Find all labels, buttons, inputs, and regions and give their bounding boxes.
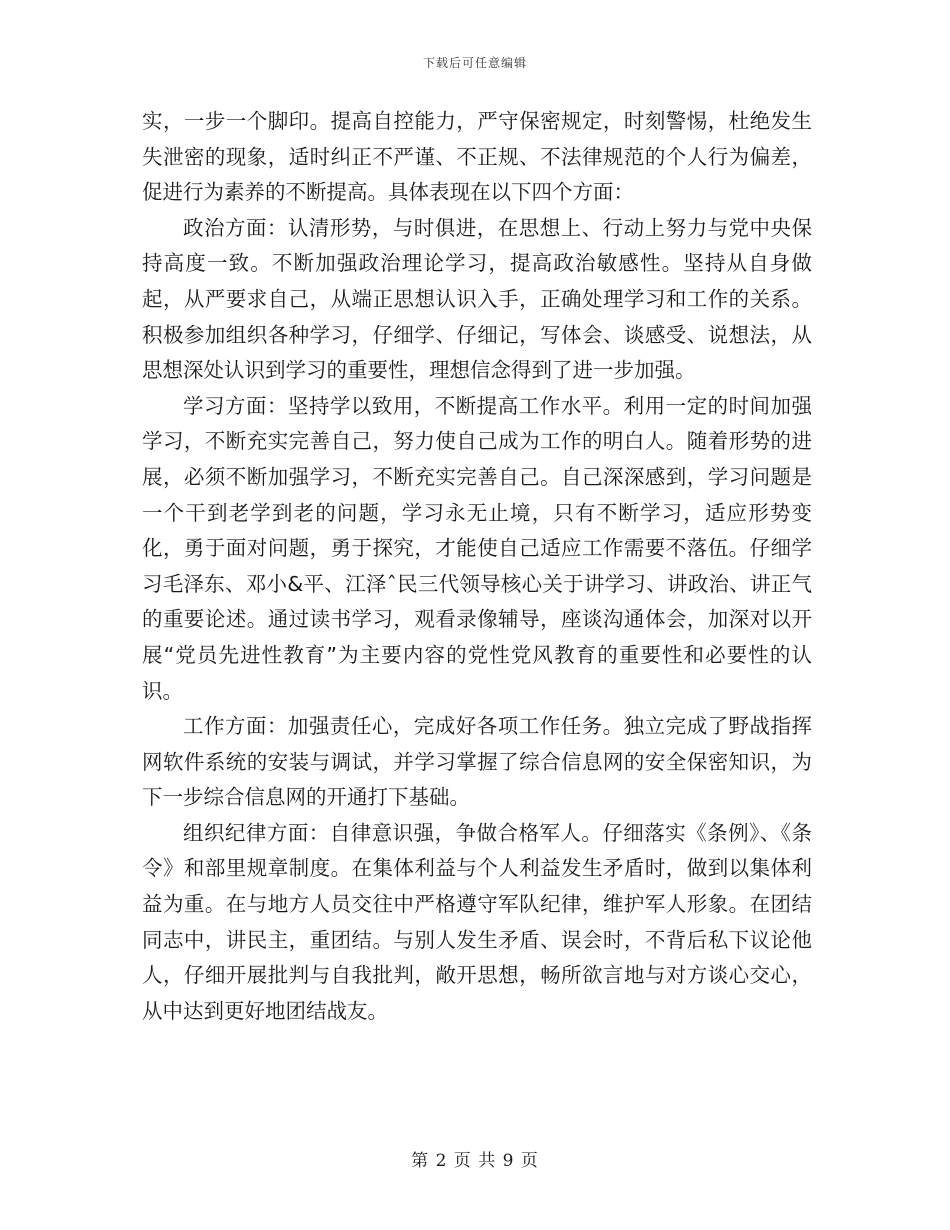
paragraph-study: 学习方面：坚持学以致用，不断提高工作水平。利用一定的时间加强学习，不断充实完善自己，努力使自己成为工作的明白人。随着形势的进展，必须不断加强学习，不断充实完善自己。自己深深感到，学习问题是一个干到老学到老的问题，学习永无止境，只有不断学习，适应形势变化，勇于面对问题，勇于探究，才能使自己适应工作需要不落伍。仔细学习毛泽东、邓小&平、江泽ˆ民三代领导核心关于讲学习、讲政治、讲正气的重要论述。通过读书学习，观看录像辅导，座谈沟通体会，加深对以开展“党员先进性教育”为主要内容的党性党风教育的重要性和必要性的认识。 <box>142 393 812 703</box>
paragraph-discipline: 组织纪律方面：自律意识强，争做合格军人。仔细落实《条例》、《条令》和部里规章制度。在集体利益与个人利益发生矛盾时，做到以集体利益为重。在与地方人员交往中严格遵守军队纪律，维护军人形象。在团结同志中，讲民主，重团结。与别人发生矛盾、误会时，不背后私下议论他人，仔细开展批判与自我批判，敞开思想，畅所欲言地与对方谈心交心，从中达到更好地团结战友。 <box>142 820 812 1023</box>
paragraph-work: 工作方面：加强责任心，完成好各项工作任务。独立完成了野战指挥网软件系统的安装与调试，并学习掌握了综合信息网的安全保密知识，为下一步综合信息网的开通打下基础。 <box>142 714 812 810</box>
page-number: 第 2 页 共 9 页 <box>411 1151 539 1171</box>
document-body <box>142 104 812 1029</box>
paragraph-political: 政治方面：认清形势，与时俱进，在思想上、行动上努力与党中央保持高度一致。不断加强政治理论学习，提高政治敏感性。坚持从自身做起，从严要求自己，从端正思想认识入手，正确处理学习和工作的关系。积极参加组织各种学习，仔细学、仔细记，写体会、谈感受、说想法，从思想深处认识到学习的重要性，理想信念得到了进一步加强。 <box>142 215 812 383</box>
paragraph-continuation: 实，一步一个脚印。提高自控能力，严守保密规定，时刻警惕，杜绝发生失泄密的现象，适时纠正不严谨、不正规、不法律规范的个人行为偏差，促进行为素养的不断提高。具体表现在以下四个方面： <box>142 109 812 205</box>
header-note: 下载后可任意编辑 <box>422 56 527 70</box>
